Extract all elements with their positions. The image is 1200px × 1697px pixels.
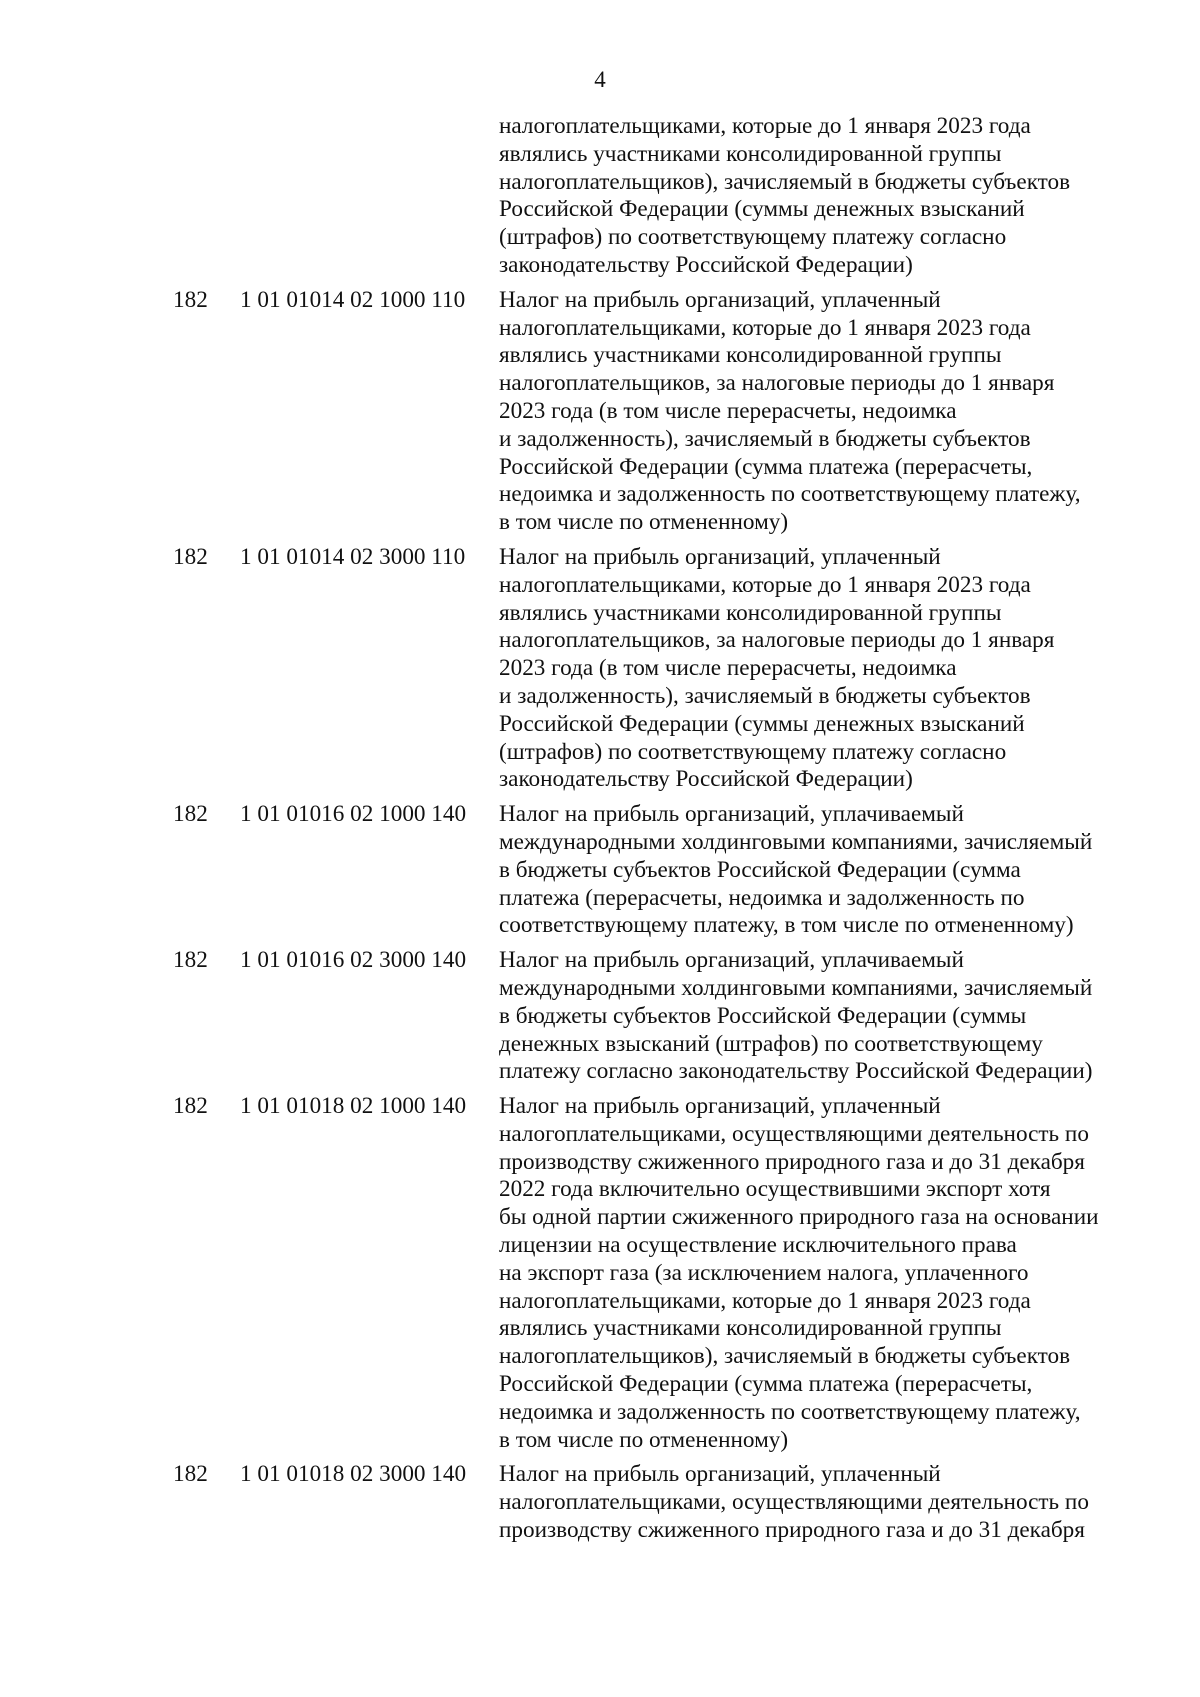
- text-line: 2023 года (в том числе перерасчеты, недоимка: [499, 397, 957, 424]
- continuation-row: [0, 113, 1200, 280]
- text-line: в том числе по отмененному): [499, 509, 789, 536]
- table-row: [0, 801, 1200, 940]
- text-line: платежу согласно законодательству Российской Федерации): [499, 1058, 1093, 1085]
- row-description: [499, 544, 1129, 794]
- budget-classification-code: 1 01 01016 02 1000 140: [240, 801, 467, 828]
- text-line: являлись участниками консолидированной группы: [499, 1315, 1002, 1342]
- admin-code: 182: [173, 543, 208, 570]
- text-line: международными холдинговыми компаниями, зачисляемый: [499, 828, 1093, 855]
- table-row: [0, 544, 1200, 794]
- text-line: производству сжиженного природного газа и до 31 декабря: [499, 1148, 1085, 1175]
- text-line: в бюджеты субъектов Российской Федерации (суммы: [499, 1002, 1027, 1029]
- page-number: 4: [594, 67, 606, 92]
- admin-code: 182: [173, 286, 208, 313]
- text-line: и задолженность), зачисляемый в бюджеты субъектов: [499, 425, 1031, 452]
- text-line: налогоплательщиков), зачисляемый в бюджеты субъектов: [499, 1343, 1071, 1370]
- budget-code-table: [0, 113, 1200, 1552]
- text-line: налогоплательщиков, за налоговые периоды до 1 января: [499, 370, 1055, 397]
- text-line: производству сжиженного природного газа и до 31 декабря: [499, 1517, 1085, 1544]
- text-line: и задолженность), зачисляемый в бюджеты субъектов: [499, 682, 1031, 709]
- budget-classification-code: 1 01 01018 02 1000 140: [240, 1093, 467, 1120]
- table-row: [0, 1093, 1200, 1454]
- row-description: [499, 287, 1129, 537]
- text-line: 2022 года включительно осуществившими экспорт хотя: [499, 1176, 1051, 1203]
- admin-code: 182: [173, 801, 208, 828]
- continuation-text: [499, 113, 1129, 280]
- text-line: в бюджеты субъектов Российской Федерации (сумма: [499, 856, 1021, 883]
- budget-classification-code: 1 01 01014 02 3000 110: [240, 543, 466, 570]
- text-line: (штрафов) по соответствующему платежу согласно: [499, 738, 1007, 765]
- text-line: законодательству Российской Федерации): [499, 766, 913, 793]
- text-line: лицензии на осуществление исключительного права: [499, 1232, 1017, 1259]
- text-line: международными холдинговыми компаниями, зачисляемый: [499, 974, 1093, 1001]
- text-line: (штрафов) по соответствующему платежу согласно: [499, 224, 1007, 251]
- text-line: Российской Федерации (суммы денежных взысканий: [499, 196, 1025, 223]
- admin-code: 182: [173, 1093, 208, 1120]
- text-line: являлись участниками консолидированной группы: [499, 342, 1002, 369]
- table-row: [0, 287, 1200, 537]
- text-line: недоимка и задолженность по соответствующему платежу,: [499, 1398, 1081, 1425]
- budget-classification-code: 1 01 01014 02 1000 110: [240, 286, 466, 313]
- text-line: налогоплательщиков), зачисляемый в бюджеты субъектов: [499, 168, 1071, 195]
- text-line: недоимка и задолженность по соответствующему платежу,: [499, 481, 1081, 508]
- text-line: налогоплательщиками, осуществляющими деятельность по: [499, 1120, 1089, 1147]
- text-line: Налог на прибыль организаций, уплачиваемый: [499, 947, 964, 974]
- row-description: [499, 1093, 1129, 1454]
- text-line: налогоплательщиками, которые до 1 января 2023 года: [499, 1287, 1031, 1314]
- text-line: Российской Федерации (сумма платежа (перерасчеты,: [499, 1371, 1033, 1398]
- table-row: [0, 1461, 1200, 1544]
- row-description: [499, 947, 1129, 1086]
- row-description: [499, 1461, 1129, 1544]
- text-line: являлись участниками консолидированной группы: [499, 140, 1002, 167]
- text-line: налогоплательщиками, осуществляющими деятельность по: [499, 1489, 1089, 1516]
- text-line: бы одной партии сжиженного природного газа на основании: [499, 1204, 1099, 1231]
- text-line: Российской Федерации (суммы денежных взысканий: [499, 710, 1025, 737]
- text-line: платежа (перерасчеты, недоимка и задолженность по: [499, 884, 1025, 911]
- admin-code: 182: [173, 1461, 208, 1488]
- text-line: Налог на прибыль организаций, уплаченный: [499, 1461, 941, 1488]
- text-line: налогоплательщиками, которые до 1 января 2023 года: [499, 113, 1031, 139]
- table-row: [0, 947, 1200, 1086]
- text-line: законодательству Российской Федерации): [499, 251, 913, 278]
- admin-code: 182: [173, 947, 208, 974]
- text-line: Российской Федерации (сумма платежа (перерасчеты,: [499, 453, 1033, 480]
- text-line: Налог на прибыль организаций, уплаченный: [499, 286, 941, 313]
- budget-classification-code: 1 01 01016 02 3000 140: [240, 947, 467, 974]
- text-line: Налог на прибыль организаций, уплачиваемый: [499, 801, 964, 828]
- text-line: являлись участниками консолидированной группы: [499, 599, 1002, 626]
- row-description: [499, 801, 1129, 940]
- budget-classification-code: 1 01 01018 02 3000 140: [240, 1461, 467, 1488]
- text-line: в том числе по отмененному): [499, 1426, 789, 1453]
- text-line: налогоплательщиков, за налоговые периоды до 1 января: [499, 627, 1055, 654]
- text-line: налогоплательщиками, которые до 1 января 2023 года: [499, 571, 1031, 598]
- text-line: Налог на прибыль организаций, уплаченный: [499, 543, 941, 570]
- text-line: на экспорт газа (за исключением налога, уплаченного: [499, 1259, 1029, 1286]
- text-line: Налог на прибыль организаций, уплаченный: [499, 1093, 941, 1120]
- text-line: соответствующему платежу, в том числе по отмененному): [499, 912, 1074, 939]
- text-line: денежных взысканий (штрафов) по соответствующему: [499, 1030, 1043, 1057]
- text-line: 2023 года (в том числе перерасчеты, недоимка: [499, 655, 957, 682]
- text-line: налогоплательщиками, которые до 1 января 2023 года: [499, 314, 1031, 341]
